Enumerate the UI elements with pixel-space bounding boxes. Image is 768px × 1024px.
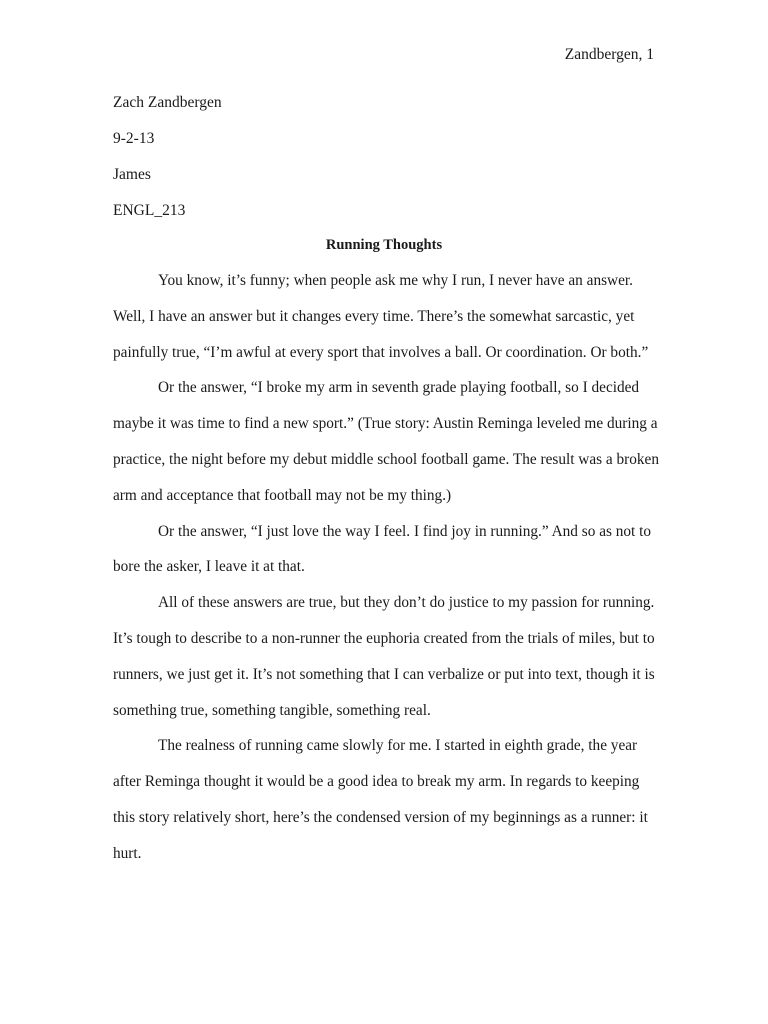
body-line: after Reminga thought it would be a good idea to break my arm. In regards to keeping — [113, 773, 640, 791]
body-line: practice, the night before my debut middle school football game. The result was a broken — [113, 450, 659, 468]
body-line: It’s tough to describe to a non-runner the euphoria created from the trials of miles, but to — [113, 629, 655, 647]
body-line: runners, we just get it. It’s not something that I can verbalize or put into text, though it is — [113, 665, 655, 683]
body-line: maybe it was time to find a new sport.” (True story: Austin Reminga leveled me during a — [113, 415, 658, 433]
date-line: 9-2-13 — [113, 130, 155, 147]
body-line: Or the answer, “I just love the way I feel. I find joy in running.” And so as not to — [158, 522, 652, 540]
body-line: Or the answer, “I broke my arm in seventh grade playing football, so I decided — [158, 379, 640, 397]
essay-title: Running Thoughts — [325, 237, 443, 253]
body-line: arm and acceptance that football may not be my thing.) — [113, 486, 452, 504]
mla-heading — [113, 93, 655, 237]
running-head: Zandbergen, 1 — [564, 46, 654, 63]
body-line: hurt. — [113, 844, 142, 862]
author-name: Zach Zandbergen — [113, 94, 222, 111]
body-line: All of these answers are true, but they don’t do justice to my passion for running. — [158, 594, 655, 612]
body-line: You know, it’s funny; when people ask me why I run, I never have an answer. — [158, 272, 633, 289]
instructor-name: James — [113, 166, 151, 183]
body-line: bore the asker, I leave it at that. — [113, 558, 305, 576]
body-line: this story relatively short, here’s the condensed version of my beginnings as a runner: it — [113, 808, 648, 826]
course-name: ENGL_213 — [113, 202, 186, 219]
body-line: painfully true, “I’m awful at every sport that involves a ball. Or coordination. Or both.” — [113, 343, 649, 361]
body-line: The realness of running came slowly for me. I started in eighth grade, the year — [158, 737, 638, 755]
body-line: Well, I have an answer but it changes every time. There’s the somewhat sarcastic, yet — [113, 307, 635, 325]
body-line: something true, something tangible, something real. — [113, 701, 431, 719]
essay-body — [113, 271, 661, 880]
